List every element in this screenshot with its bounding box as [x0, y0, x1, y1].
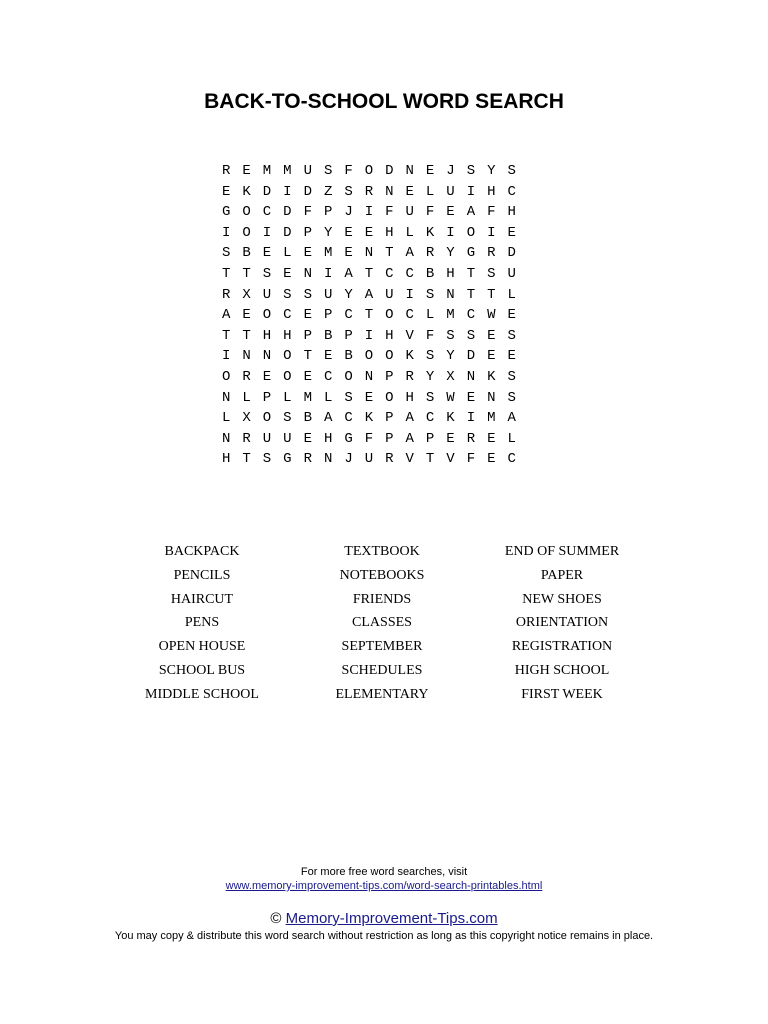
grid-letter: R	[405, 368, 414, 385]
grid-row	[222, 429, 528, 450]
grid-row	[222, 326, 528, 347]
word-list-item: PAPER	[540, 567, 584, 583]
word-list-item: SEPTEMBER	[341, 639, 423, 655]
grid-row	[222, 449, 528, 470]
grid-letter: F	[466, 451, 476, 468]
grid-letter: T	[364, 265, 374, 282]
grid-letter: H	[283, 327, 292, 344]
grid-row	[222, 388, 528, 409]
grid-letter: J	[446, 163, 455, 179]
grid-letter: E	[487, 348, 496, 365]
grid-letter: L	[425, 183, 435, 200]
grid-letter: R	[385, 451, 394, 468]
grid-letter: O	[222, 368, 231, 385]
grid-letter: H	[507, 204, 516, 221]
word-list-item: MIDDLE SCHOOL	[145, 686, 259, 702]
grid-letter: T	[242, 265, 251, 282]
grid-letter: B	[303, 410, 312, 427]
grid-letter: Y	[344, 286, 353, 303]
grid-letter: S	[446, 327, 455, 344]
grid-letter: R	[242, 430, 251, 447]
grid-letter: S	[425, 348, 435, 365]
grid-letter: F	[425, 204, 435, 221]
grid-letter: F	[425, 327, 435, 344]
grid-letter: E	[222, 183, 231, 200]
grid-letter: D	[385, 163, 394, 179]
grid-letter: L	[425, 307, 435, 324]
grid-letter: P	[262, 389, 272, 406]
grid-letter: T	[222, 327, 231, 344]
grid-letter: S	[323, 163, 333, 179]
grid-letter: A	[344, 265, 353, 282]
grid-letter: F	[385, 204, 394, 221]
grid-letter: T	[487, 286, 496, 303]
grid-letter: H	[222, 451, 231, 468]
grid-letter: O	[385, 389, 394, 406]
grid-letter: N	[222, 389, 231, 406]
grid-letter: E	[242, 307, 251, 324]
word-list-item: TEXTBOOK	[344, 544, 420, 559]
grid-letter: E	[507, 224, 516, 241]
grid-letter: A	[405, 430, 414, 447]
grid-letter: O	[242, 224, 251, 241]
grid-letter: E	[303, 368, 312, 385]
grid-letter: E	[344, 245, 353, 262]
grid-letter: M	[487, 410, 496, 427]
grid-letter: I	[364, 327, 374, 344]
grid-letter: S	[262, 451, 272, 468]
grid-row	[222, 305, 528, 326]
grid-letter: S	[283, 286, 292, 303]
grid-letter: O	[364, 163, 374, 179]
grid-letter: D	[466, 348, 476, 365]
grid-row	[222, 346, 528, 367]
page-title: BACK-TO-SCHOOL WORD SEARCH	[204, 90, 564, 113]
grid-letter: K	[446, 410, 455, 427]
grid-letter: L	[323, 389, 333, 406]
grid-letter: H	[385, 224, 394, 241]
grid-letter: R	[466, 430, 476, 447]
grid-letter: P	[303, 327, 312, 344]
grid-letter: R	[425, 245, 435, 262]
grid-letter: I	[446, 224, 455, 241]
grid-letter: N	[405, 163, 414, 179]
grid-letter: O	[262, 410, 272, 427]
grid-letter: U	[405, 204, 414, 221]
grid-letter: E	[364, 389, 374, 406]
grid-letter: P	[323, 307, 333, 324]
grid-letter: E	[242, 163, 251, 179]
word-list-item: SCHEDULES	[341, 662, 423, 678]
grid-letter: T	[303, 348, 312, 365]
footer-url-link[interactable]: www.memory-improvement-tips.com/word-search-printables.html	[225, 880, 543, 892]
grid-letter: E	[405, 183, 414, 200]
grid-letter: O	[344, 368, 353, 385]
grid-letter: K	[364, 410, 374, 427]
grid-letter: H	[487, 183, 496, 200]
grid-letter: T	[425, 451, 435, 468]
grid-letter: G	[344, 430, 353, 447]
grid-letter: T	[242, 451, 251, 468]
grid-letter: E	[283, 265, 292, 282]
grid-letter: T	[466, 286, 476, 303]
grid-letter: A	[466, 204, 476, 221]
grid-letter: C	[323, 368, 333, 385]
grid-letter: U	[262, 286, 272, 303]
grid-letter: P	[385, 368, 394, 385]
word-list-item: FRIENDS	[352, 591, 412, 607]
grid-row	[222, 202, 528, 223]
grid-letter: C	[507, 183, 516, 200]
grid-letter: N	[446, 286, 455, 303]
grid-letter: I	[487, 224, 496, 241]
grid-letter: L	[242, 389, 251, 406]
grid-letter: C	[425, 410, 435, 427]
copyright-symbol: ©	[270, 910, 282, 927]
word-list	[112, 540, 652, 707]
grid-letter: S	[425, 389, 435, 406]
grid-letter: G	[222, 204, 231, 221]
grid-letter: E	[507, 307, 516, 324]
word-list-item: REGISTRATION	[511, 639, 613, 655]
grid-letter: J	[344, 204, 353, 221]
grid-letter: S	[466, 327, 476, 344]
grid-letter: L	[222, 410, 231, 427]
grid-letter: N	[303, 265, 312, 282]
grid-letter: U	[303, 163, 312, 179]
grid-letter: E	[344, 224, 353, 241]
word-list-item: PENS	[184, 615, 220, 631]
grid-letter: A	[405, 410, 414, 427]
grid-letter: O	[466, 224, 476, 241]
grid-letter: U	[323, 286, 333, 303]
grid-letter: K	[405, 348, 414, 365]
grid-letter: P	[323, 204, 333, 221]
grid-letter: U	[446, 183, 455, 200]
grid-letter: E	[262, 245, 272, 262]
grid-letter: P	[385, 410, 394, 427]
grid-letter: Y	[487, 163, 496, 179]
word-list-item: ELEMENTARY	[335, 686, 429, 702]
letter-grid	[222, 161, 528, 470]
grid-letter: P	[425, 430, 435, 447]
grid-letter: F	[344, 163, 353, 179]
grid-letter: A	[222, 307, 231, 324]
grid-letter: T	[385, 245, 394, 262]
word-list-item: HAIRCUT	[170, 591, 234, 607]
grid-row	[222, 161, 528, 182]
grid-letter: N	[364, 245, 374, 262]
grid-letter: I	[364, 204, 374, 221]
grid-row	[222, 264, 528, 285]
footer-copyright	[0, 910, 768, 927]
grid-letter: S	[507, 368, 516, 385]
grid-letter: G	[466, 245, 476, 262]
grid-letter: D	[283, 204, 292, 221]
grid-letter: F	[364, 430, 374, 447]
grid-letter: E	[487, 327, 496, 344]
grid-letter: N	[323, 451, 333, 468]
word-list-item: OPEN HOUSE	[158, 639, 246, 655]
grid-letter: S	[283, 410, 292, 427]
grid-letter: I	[405, 286, 414, 303]
grid-letter: N	[487, 389, 496, 406]
grid-letter: U	[507, 265, 516, 282]
grid-letter: N	[242, 348, 251, 365]
grid-letter: S	[507, 389, 516, 406]
grid-letter: C	[405, 307, 414, 324]
word-list-item: NOTEBOOKS	[339, 567, 425, 583]
grid-letter: M	[323, 245, 333, 262]
grid-letter: U	[283, 430, 292, 447]
grid-letter: N	[364, 368, 374, 385]
word-list-item: END OF SUMMER	[504, 544, 620, 559]
grid-letter: X	[242, 410, 251, 427]
word-list-item: SCHOOL BUS	[158, 662, 246, 678]
grid-letter: I	[466, 410, 476, 427]
word-list-item: ORIENTATION	[515, 615, 609, 631]
grid-letter: V	[405, 327, 414, 344]
grid-letter: C	[344, 410, 353, 427]
grid-letter: E	[262, 368, 272, 385]
grid-letter: D	[303, 183, 312, 200]
word-list-item: PENCILS	[173, 567, 231, 583]
grid-letter: E	[425, 163, 435, 179]
grid-letter: D	[262, 183, 272, 200]
grid-letter: I	[222, 348, 231, 365]
grid-letter: E	[487, 451, 496, 468]
grid-letter: Y	[425, 368, 435, 385]
grid-row	[222, 243, 528, 264]
grid-row	[222, 223, 528, 244]
grid-letter: O	[283, 368, 292, 385]
grid-letter: O	[364, 348, 374, 365]
grid-letter: S	[344, 389, 353, 406]
grid-letter: V	[446, 451, 455, 468]
grid-letter: Z	[323, 183, 333, 200]
grid-letter: S	[303, 286, 312, 303]
grid-letter: S	[262, 265, 272, 282]
grid-letter: K	[487, 368, 496, 385]
grid-letter: J	[344, 451, 353, 468]
grid-letter: O	[262, 307, 272, 324]
grid-letter: W	[446, 389, 455, 406]
grid-letter: D	[283, 224, 292, 241]
grid-letter: E	[507, 348, 516, 365]
grid-letter: N	[385, 183, 394, 200]
grid-letter: I	[466, 183, 476, 200]
grid-letter: E	[466, 389, 476, 406]
grid-letter: D	[507, 245, 516, 262]
grid-letter: R	[487, 245, 496, 262]
word-list-item: NEW SHOES	[522, 591, 602, 607]
grid-row	[222, 182, 528, 203]
grid-letter: M	[283, 163, 292, 179]
grid-letter: K	[425, 224, 435, 241]
grid-letter: U	[262, 430, 272, 447]
grid-letter: O	[385, 307, 394, 324]
grid-letter: N	[262, 348, 272, 365]
grid-letter: S	[487, 265, 496, 282]
grid-letter: E	[323, 348, 333, 365]
grid-letter: E	[303, 245, 312, 262]
grid-letter: H	[262, 327, 272, 344]
grid-letter: L	[283, 245, 292, 262]
grid-letter: T	[222, 265, 231, 282]
grid-letter: M	[446, 307, 455, 324]
grid-letter: S	[507, 163, 516, 179]
grid-letter: E	[303, 430, 312, 447]
grid-letter: T	[466, 265, 476, 282]
grid-row	[222, 408, 528, 429]
grid-letter: S	[507, 327, 516, 344]
grid-letter: B	[323, 327, 333, 344]
grid-letter: S	[425, 286, 435, 303]
grid-row	[222, 367, 528, 388]
grid-letter: S	[466, 163, 476, 179]
grid-letter: B	[425, 265, 435, 282]
grid-letter: I	[262, 224, 272, 241]
grid-letter: A	[507, 410, 516, 427]
grid-letter: E	[446, 430, 455, 447]
grid-letter: R	[222, 286, 231, 303]
grid-letter: H	[385, 327, 394, 344]
grid-letter: F	[303, 204, 312, 221]
grid-letter: R	[364, 183, 374, 200]
grid-letter: L	[405, 224, 414, 241]
grid-letter: Y	[446, 348, 455, 365]
grid-letter: C	[507, 451, 516, 468]
grid-letter: A	[405, 245, 414, 262]
grid-letter: E	[446, 204, 455, 221]
grid-letter: P	[303, 224, 312, 241]
grid-letter: C	[262, 204, 272, 221]
grid-letter: T	[242, 327, 251, 344]
grid-letter: O	[385, 348, 394, 365]
grid-letter: S	[222, 245, 231, 262]
footer-more-text: For more free word searches, visit	[300, 866, 468, 878]
grid-letter: A	[364, 286, 374, 303]
grid-letter: I	[283, 183, 292, 200]
grid-letter: K	[242, 183, 251, 200]
grid-letter: A	[323, 410, 333, 427]
grid-letter: O	[283, 348, 292, 365]
grid-letter: E	[364, 224, 374, 241]
grid-letter: M	[262, 163, 272, 179]
grid-letter: B	[242, 245, 251, 262]
grid-letter: C	[466, 307, 476, 324]
grid-letter: C	[405, 265, 414, 282]
grid-letter: E	[487, 430, 496, 447]
grid-letter: C	[283, 307, 292, 324]
word-list-item: CLASSES	[352, 615, 412, 631]
grid-letter: U	[364, 451, 374, 468]
grid-letter: H	[446, 265, 455, 282]
grid-letter: P	[344, 327, 353, 344]
grid-letter: R	[303, 451, 312, 468]
site-link[interactable]: Memory-Improvement-Tips.com	[285, 910, 498, 927]
grid-letter: I	[222, 224, 231, 241]
grid-letter: N	[466, 368, 476, 385]
grid-letter: F	[487, 204, 496, 221]
grid-letter: X	[242, 286, 251, 303]
grid-letter: M	[303, 389, 312, 406]
grid-letter: Y	[323, 224, 333, 241]
grid-letter: T	[364, 307, 374, 324]
grid-letter: W	[487, 307, 496, 324]
grid-letter: V	[405, 451, 414, 468]
grid-letter: H	[323, 430, 333, 447]
word-list-item: BACKPACK	[164, 544, 240, 559]
grid-letter: I	[323, 265, 333, 282]
grid-letter: L	[507, 430, 516, 447]
word-list-item: FIRST WEEK	[521, 686, 603, 702]
grid-letter: C	[385, 265, 394, 282]
word-list-item: HIGH SCHOOL	[514, 662, 610, 678]
grid-letter: H	[405, 389, 414, 406]
footer-notice: You may copy & distribute this word search without restriction as long as this copyright notice remains in place.	[114, 930, 654, 942]
grid-letter: C	[344, 307, 353, 324]
grid-letter: O	[242, 204, 251, 221]
grid-letter: S	[344, 183, 353, 200]
grid-letter: L	[507, 286, 516, 303]
grid-row	[222, 285, 528, 306]
grid-letter: G	[283, 451, 292, 468]
grid-letter: P	[385, 430, 394, 447]
grid-letter: E	[303, 307, 312, 324]
grid-letter: U	[385, 286, 394, 303]
grid-letter: X	[446, 368, 455, 385]
grid-letter: R	[222, 163, 231, 179]
grid-letter: R	[242, 368, 251, 385]
grid-letter: Y	[446, 245, 455, 262]
grid-letter: N	[222, 430, 231, 447]
grid-letter: L	[283, 389, 292, 406]
grid-letter: B	[344, 348, 353, 365]
